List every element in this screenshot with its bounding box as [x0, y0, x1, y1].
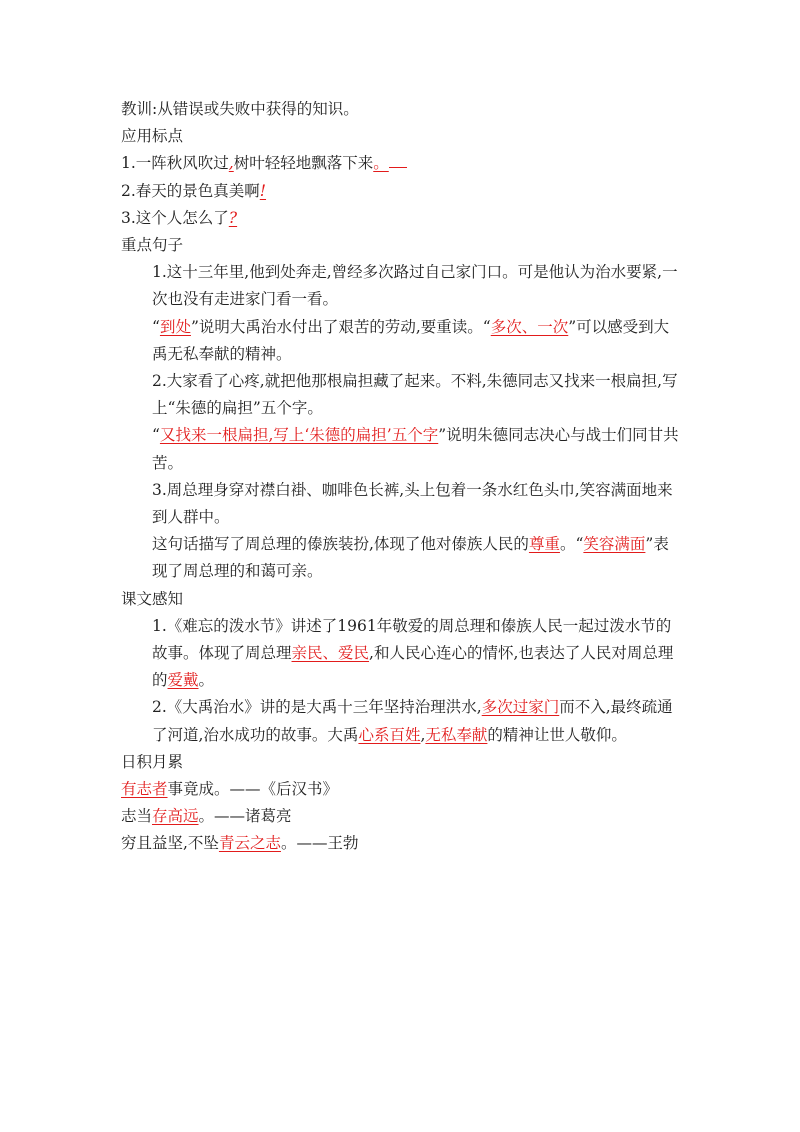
answer-text: 尊重 — [528, 535, 560, 554]
text: 。——诸葛亮 — [198, 807, 292, 826]
quote-1 — [121, 776, 681, 803]
answer-text: 爱戴 — [167, 671, 199, 690]
section-heading-punctuation: 应用标点 — [121, 127, 184, 146]
text: 。——王勃 — [280, 834, 359, 853]
text: 1.《难忘的泼水节》讲述了1961年敬爱的周总理和傣族人民一起过泼水节的故事。体现了周总理 — [152, 616, 672, 662]
key-sentence-3: 3.周总理身穿对襟白褂、咖啡色长裤,头上包着一条水红色头巾,笑容满面地来到人群中。 — [152, 480, 673, 526]
answer-blank — [389, 152, 407, 168]
quote-3 — [121, 830, 681, 857]
vocab-definition: 教训:从错误或失败中获得的知识。 — [121, 100, 359, 118]
answer-text: 有志者 — [121, 779, 168, 798]
key-sentence-1-note — [121, 314, 681, 368]
text: 2.春天的景色真美啊 — [121, 181, 260, 200]
text: “ — [152, 426, 160, 445]
text: ”说明大禹治水付出了艰苦的劳动,要重读。“ — [190, 317, 491, 336]
punctuation-item-3 — [121, 205, 681, 232]
text: 2.《大禹治水》讲的是大禹十三年坚持治理洪水, — [152, 698, 482, 717]
answer-text: 笑容满面 — [583, 535, 646, 554]
perception-item-1 — [121, 613, 681, 695]
answer-mark: ! — [259, 181, 267, 200]
answer-mark: , — [228, 154, 234, 173]
text: 3.这个人怎么了 — [121, 208, 229, 227]
answer-text: 存高远 — [152, 807, 199, 826]
text: 事竟成。——《后汉书》 — [167, 779, 339, 798]
text: 1.一阵秋风吹过 — [121, 154, 229, 173]
text: ”表现了周总理的和蔼可亲。 — [152, 535, 669, 581]
punctuation-item-1 — [121, 150, 681, 177]
text: 穷且益坚,不坠 — [121, 834, 219, 853]
text: 志当 — [121, 807, 153, 826]
answer-text: 到处 — [159, 317, 191, 336]
text: ”可以感受到大禹无私奉献的精神。 — [152, 317, 670, 363]
text: 。“ — [559, 535, 584, 554]
text: 的精神让世人敬仰。 — [487, 725, 627, 744]
answer-text: 亲民、爱民 — [291, 643, 370, 662]
document-page — [121, 96, 681, 858]
answer-text: 心系百姓 — [358, 725, 421, 744]
text: , — [420, 725, 426, 744]
answer-mark: ? — [228, 208, 238, 227]
text: ,和人民心连心的情怀,也表达了人民对周总理的 — [152, 643, 674, 690]
text: 这句话描写了周总理的傣族装扮,体现了他对傣族人民的 — [152, 535, 529, 554]
key-sentence-2-note — [121, 422, 681, 476]
answer-text: 多次过家门 — [481, 698, 560, 717]
answer-text: 又找来一根扁担,写上‘朱德的扁担’五个字 — [159, 426, 439, 445]
punctuation-item-2 — [121, 178, 681, 205]
section-heading-key-sentences: 重点句子 — [121, 235, 184, 254]
key-sentence-3-note — [121, 531, 681, 585]
answer-text: 多次、一次 — [490, 317, 569, 336]
perception-item-2 — [121, 694, 681, 748]
section-heading-text-perception: 课文感知 — [121, 589, 184, 608]
answer-text: 无私奉献 — [425, 725, 488, 744]
key-sentence-2: 2.大家看了心疼,就把他那根扁担藏了起来。不料,朱德同志又找来一根扁担,写上“朱德的扁担”五个字。 — [152, 371, 678, 418]
text: 而不入,最终疏通了河道,治水成功的故事。大禹 — [152, 698, 673, 744]
answer-mark: 。 — [373, 154, 389, 173]
quote-2 — [121, 803, 681, 830]
section-heading-daily-accumulation: 日积月累 — [121, 752, 184, 771]
answer-text: 青云之志 — [218, 834, 281, 853]
text: ”说明朱德同志决心与战士们同甘共苦。 — [152, 426, 679, 472]
text: “ — [152, 317, 160, 336]
text: 。 — [198, 671, 215, 690]
text: 树叶轻轻地飘落下来 — [233, 154, 374, 173]
key-sentence-1: 1.这十三年里,他到处奔走,曾经多次路过自己家门口。可是他认为治水要紧,一次也没有走进家门看一看。 — [152, 263, 678, 309]
